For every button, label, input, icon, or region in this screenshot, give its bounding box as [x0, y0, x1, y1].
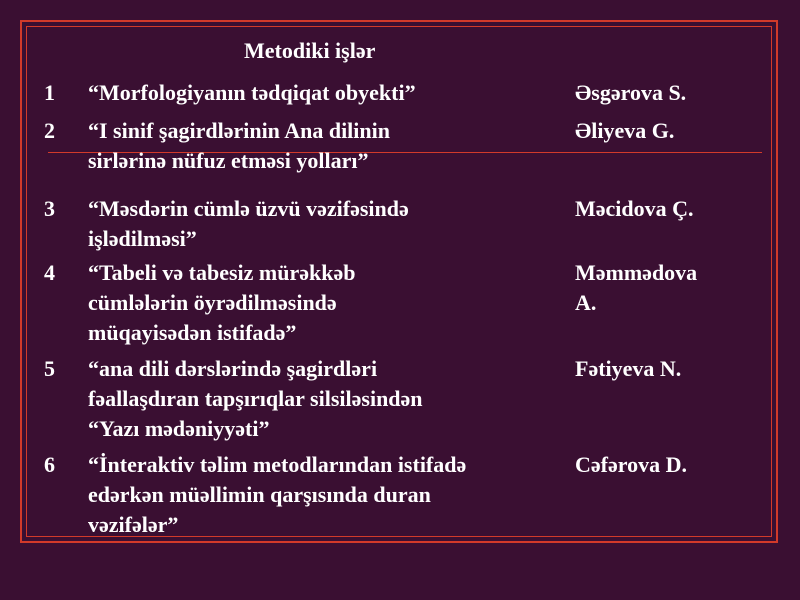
author-name: Məcidova Ç. [575, 196, 694, 221]
author-name: Əliyeva G. [575, 118, 675, 143]
row-number: 4 [44, 260, 55, 285]
author-name: Əsgərova S. [575, 80, 687, 105]
author-name: Cəfərova D. [575, 452, 687, 477]
work-title: “Morfologiyanın tədqiqat obyekti” [88, 80, 416, 105]
work-title: “Məsdərin cümlə üzvü vəzifəsində işlədilməsi” [88, 196, 409, 251]
work-title: “I sinif şagirdlərinin Ana dilinin sirlərinə nüfuz etməsi yolları” [88, 118, 390, 173]
work-title: “İnteraktiv təlim metodlarından istifadə edərkən müəllimin qarşısında duran vəzifələr” [88, 452, 467, 537]
row-number: 3 [44, 196, 55, 221]
author-name: Məmmədova A. [575, 260, 698, 315]
author-name: Fətiyeva N. [575, 356, 682, 381]
row-number: 1 [44, 80, 55, 105]
row-number: 5 [44, 356, 55, 381]
work-title: “ana dili dərslərində şagirdləri fəallaşdıran tapşırıqlar silsiləsindən “Yazı mədəniyyəti” [88, 356, 423, 441]
work-title: “Tabeli və tabesiz mürəkkəb cümlələrin öyrədilməsində müqayisədən istifadə” [88, 260, 356, 345]
table-heading: Metodiki işlər [244, 38, 376, 63]
row-number: 6 [44, 452, 55, 477]
row-number: 2 [44, 118, 55, 143]
